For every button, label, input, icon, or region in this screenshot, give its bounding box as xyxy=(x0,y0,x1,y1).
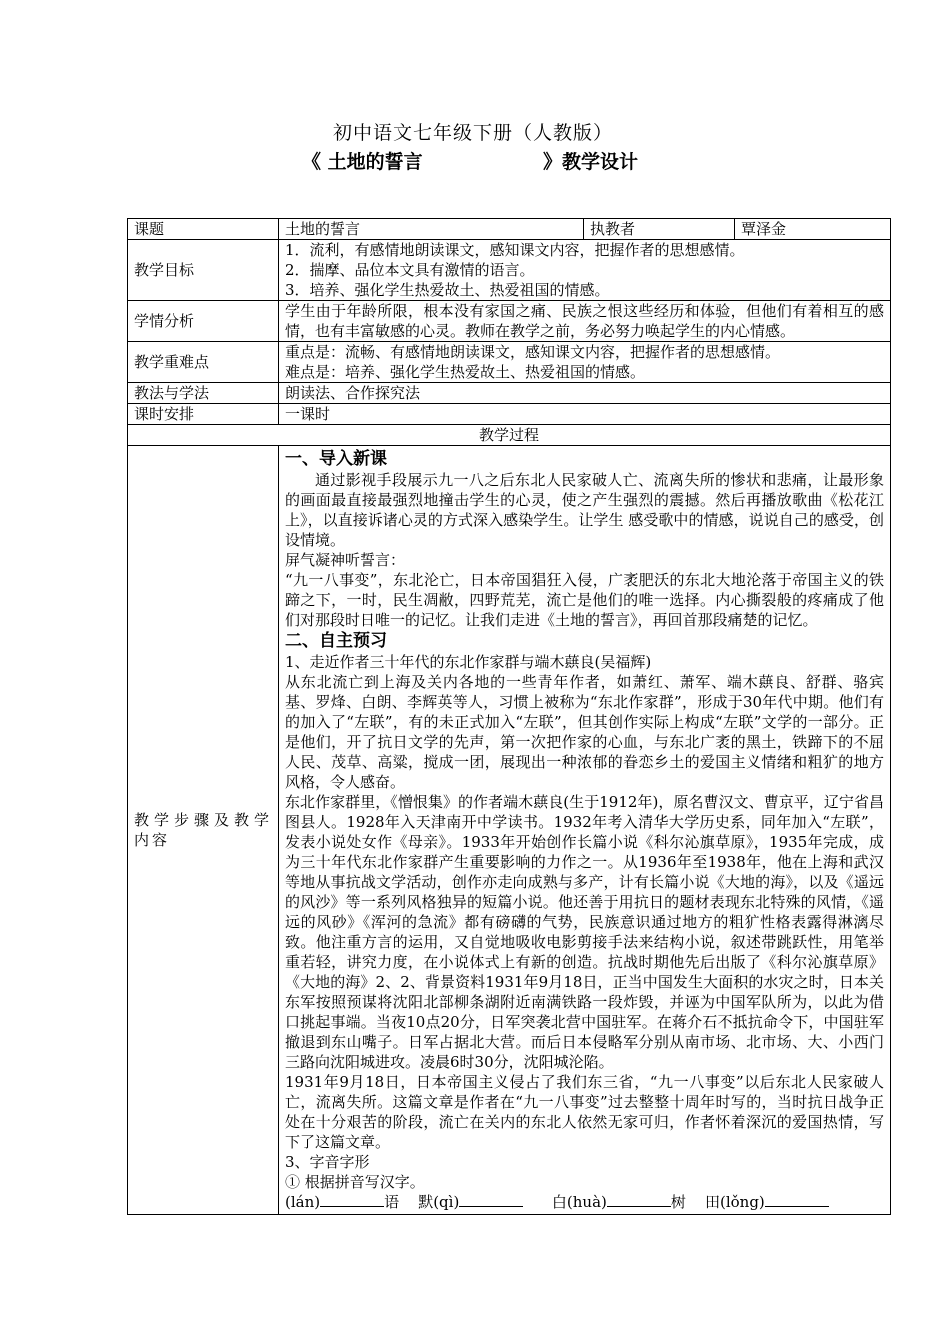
section-title: 一、导入新课 xyxy=(285,449,387,469)
paragraph: ① 根据拼音写汉字。 xyxy=(285,1173,425,1191)
key-point-item: 难点是：培养、强化学生热爱故土、热爱祖国的情感。 xyxy=(285,363,646,381)
lesson-plan-table xyxy=(127,218,891,1215)
analysis-content: 学生由于年龄所限，根本没有家国之痛、民族之恨这些经历和体验，但他们有着相互的感情，也有丰富敏感的心灵。教师在教学之前，务必努力唤起学生的内心情感。 xyxy=(279,301,891,342)
pinyin-suffix: 语 xyxy=(384,1193,400,1211)
paragraph: 1931年9月18日，日本帝国主义侵占了我们东三省，“九一八事变”以后东北人民家破人亡，流离失所。这篇文章是作者在“九一八事变”过去整整十周年时写的，当时抗日战争正处在十分艰苦的阶段，流亡在关内的东北人依然无家可归，作者怀着深沉的爱国热情，写下了这篇文章。 xyxy=(285,1073,884,1151)
process-label: 教学过程 xyxy=(128,425,891,446)
goals-label: 教学目标 xyxy=(128,240,279,301)
paragraph: 从东北流亡到上海及关内各地的一些青年作者，如萧红、萧军、端木蕻良、舒群、骆宾基、罗烽、白朗、李辉英等人，习惯上被称为“东北作家群”，形成于30年代中期。他们有的加入了“左联”，有的未正式加入“左联”，但其创作实际上构成“左联”文学的一部分。正是他们，开了抗日文学的先声，第一次把作家的心血，与东北广袤的黑土，铁蹄下的不屈人民、茂草、高粱，搅成一团，展现出一种浓郁的眷恋乡土的爱国主义情绪和粗犷的地方风格，令人感奋。 xyxy=(285,673,884,791)
pinyin-prompt: (lán) xyxy=(285,1193,321,1211)
pinyin-prompt: 田(lǒng) xyxy=(704,1193,765,1211)
pinyin-prompt: 默(qì) xyxy=(418,1193,460,1211)
paragraph: “九一八事变”，东北沦亡，日本帝国猖狂入侵，广袤肥沃的东北大地沦落于帝国主义的铁蹄之下，一时，民生凋敝，四野荒芜，流亡是他们的唯一选择。内心撕裂般的疼痛成了他们对那段时日唯一的记忆。让我们走进《土地的誓言》，再回首那段痛楚的记忆。 xyxy=(285,571,884,629)
table-row-process xyxy=(128,446,891,1215)
steps-label: 教学步骤及教学内容 xyxy=(128,446,279,1215)
table-row-process-header xyxy=(128,425,891,446)
paragraph: 3、字音字形 xyxy=(285,1153,370,1171)
teacher-label: 执教者 xyxy=(584,219,735,240)
goal-item: 1．流利，有感情地朗读课文，感知课文内容，把握作者的思想感情。 xyxy=(285,241,745,259)
pinyin-exercise xyxy=(285,1192,884,1214)
document-title: 初中语文七年级下册（人教版） xyxy=(332,122,613,144)
paragraph: 屏气凝神听誓言： xyxy=(285,551,406,569)
table-row-goals xyxy=(128,240,891,301)
subtitle-lesson: 《 土地的誓言 xyxy=(302,151,423,173)
table-row-time xyxy=(128,404,891,425)
analysis-label: 学情分析 xyxy=(128,301,279,342)
key-points-label: 教学重难点 xyxy=(128,342,279,383)
goal-item: 3．培养、强化学生热爱故土、热爱祖国的情感。 xyxy=(285,281,610,299)
time-label: 课时安排 xyxy=(128,404,279,425)
table-row-key-points xyxy=(128,342,891,383)
document-subtitle xyxy=(0,147,950,173)
pinyin-suffix: 树 xyxy=(670,1193,686,1211)
topic-value: 土地的誓言 xyxy=(279,219,584,240)
answer-blank[interactable] xyxy=(459,1192,523,1207)
answer-blank[interactable] xyxy=(765,1192,829,1207)
pinyin-prompt: 白(huà) xyxy=(551,1193,607,1211)
goals-content xyxy=(279,240,891,301)
paragraph: 1、走近作者三十年代的东北作家群与端木蕻良(吴福辉) xyxy=(285,653,652,671)
steps-content xyxy=(279,446,891,1215)
goal-item: 2．揣摩、品位本文具有激情的语言。 xyxy=(285,261,535,279)
subtitle-design: 》教学设计 xyxy=(543,151,639,173)
table-row-topic xyxy=(128,219,891,240)
topic-label: 课题 xyxy=(128,219,279,240)
teacher-value: 覃泽金 xyxy=(735,219,891,240)
answer-blank[interactable] xyxy=(320,1192,384,1207)
section-title: 二、自主预习 xyxy=(285,631,387,651)
method-label: 教法与学法 xyxy=(128,383,279,404)
method-content: 朗读法、合作探究法 xyxy=(279,383,891,404)
key-points-content xyxy=(279,342,891,383)
time-content: 一课时 xyxy=(279,404,891,425)
table-row-method xyxy=(128,383,891,404)
key-point-item: 重点是：流畅、有感情地朗读课文，感知课文内容，把握作者的思想感情。 xyxy=(285,343,781,361)
answer-blank[interactable] xyxy=(607,1192,671,1207)
table-row-analysis xyxy=(128,301,891,342)
paragraph: 通过影视手段展示九一八之后东北人民家破人亡、流离失所的惨状和悲痛，让最形象的画面最直接最强烈地撞击学生的心灵，使之产生强烈的震撼。然后再播放歌曲《松花江上》，以直接诉诸心灵的方式深入感染学生。让学生 感受歌中的情感，说说自己的感受，创设情境。 xyxy=(285,471,884,549)
paragraph: 东北作家群里，《憎恨集》的作者端木蕻良(生于1912年)，原名曹汉文、曹京平，辽宁省昌图县人。1928年入天津南开中学读书。1932年考入清华大学历史系，同年加入“左联”，发表小说处女作《母亲》。1933年开始创作长篇小说《科尔沁旗草原》，1935年完成，成为三十年代东北作家群产生重要影响的力作之一。从1936年至1938年，他在上海和武汉等地从事抗战文学活动，创作亦走向成熟与多产，计有长篇小说《大地的海》，以及《遥远的风沙》等一系列风格独异的短篇小说。他还善于用抗日的题材表现东北特殊的风情，《遥远的风砂》《浑河的急流》都有磅礴的气势，民族意识通过地方的粗犷性格表露得淋漓尽致。他注重方言的运用，又自觉地吸收电影剪接手法来结构小说，叙述带跳跃性，用笔举重若轻，讲究力度，在小说体式上有新的创造。抗战时期他先后出版了《科尔沁旗草原》《大地的海》2、2、背景资料1931年9月18日，正当中国发生大面积的水灾之时，日本关东军按照预谋将沈阳北部柳条湖附近南满铁路一段炸毁，并诬为中国军队所为，以此为借口挑起事端。当夜10点20分，日军突袭北营中国驻军。在蒋介石不抵抗命令下，中国驻军撤退到东山嘴子。日军占据北大营。而后日本侵略军分别从南市场、北市场、大、小西门三路向沈阳城进攻。凌晨6时30分，沈阳城沦陷。 xyxy=(285,793,884,1071)
